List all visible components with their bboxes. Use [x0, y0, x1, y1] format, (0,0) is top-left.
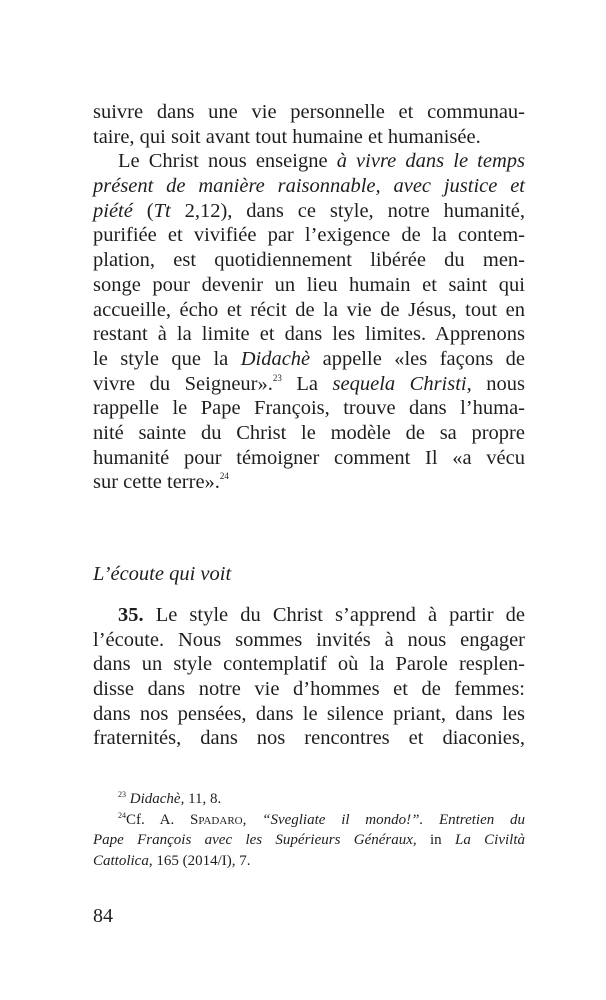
- text-line: [93, 603, 525, 628]
- text-line: l’écoute. Nous sommes invités à nous engager: [93, 628, 525, 651]
- text-span: Cf. A.: [126, 811, 191, 828]
- footnotes: [93, 789, 525, 871]
- text-line: dans nos pensées, dans le silence priant, dans les: [93, 702, 525, 725]
- page-number: 84: [93, 905, 113, 927]
- body-text: [93, 100, 525, 495]
- footnote-number: 23: [118, 790, 126, 799]
- text-line: taire, qui soit avant tout humaine et humanisée.: [93, 125, 481, 148]
- latin-term: sequela Christi: [332, 372, 467, 395]
- text-span: vivre du Seigneur».: [93, 372, 273, 395]
- section-heading: L’écoute qui voit: [93, 563, 232, 585]
- text-line: humanité pour témoigner comment Il «a vécu: [93, 446, 525, 469]
- text-line: [93, 199, 525, 224]
- footnote-title: Pape François avec les Supérieurs Généraux: [93, 832, 413, 848]
- text-line: [93, 149, 525, 174]
- text-span: , in: [412, 832, 455, 848]
- scripture-quote: présent de manière raisonnable, avec justice et: [93, 175, 525, 198]
- text-line: suivre dans une vie personnelle et communau-: [93, 101, 525, 123]
- footnote-title: “Svegliate il mondo!”. Entretien du: [262, 811, 525, 828]
- text-line: disse dans notre vie d’hommes et de femmes:: [93, 678, 525, 701]
- text-line: fraternités, dans nos rencontres et diaconies,: [93, 727, 525, 750]
- scripture-quote: à vivre dans le temps: [336, 150, 525, 173]
- footnote-24-line: [93, 810, 525, 831]
- text-line: nité sainte du Christ le modèle de sa propre: [93, 421, 525, 444]
- footnote-title: Didachè: [129, 791, 181, 807]
- text-span: sur cette terre».: [93, 471, 220, 494]
- footnote-ref-24[interactable]: 24: [219, 471, 229, 482]
- text-line: songe pour devenir un lieu humain et saint qui: [93, 273, 525, 296]
- text-line: purifiée et vivifiée par l’exigence de la contem-: [93, 224, 525, 247]
- text-line: [93, 372, 525, 397]
- text-span: , 11, 8.: [180, 791, 222, 807]
- paragraph-35: [93, 603, 525, 751]
- text-span: ,: [242, 811, 263, 828]
- text-span: Le Christ nous enseigne: [118, 150, 337, 173]
- text-line: [93, 347, 525, 372]
- footnote-number: 24: [118, 810, 126, 820]
- footnote-24-line: [93, 830, 525, 851]
- text-line: plation, est quotidiennement libérée du men-: [93, 249, 525, 272]
- text-span: 2,12), dans ce style, notre humanité,: [170, 199, 525, 222]
- text-span: appelle «les façons de: [310, 347, 526, 370]
- text-line: accueille, écho et récit de la vie de Jésus, tout en: [93, 298, 525, 321]
- footnote-ref-23[interactable]: 23: [272, 372, 282, 383]
- journal-title: Cattolica: [93, 852, 149, 869]
- footnote-author: Spadaro: [190, 811, 243, 828]
- scripture-ref-book: Tt: [153, 199, 171, 222]
- text-span: (: [132, 199, 154, 222]
- text-span: La: [281, 372, 333, 395]
- text-line: dans un style contemplatif où la Parole resplen-: [93, 653, 525, 676]
- text-line: [93, 470, 525, 495]
- journal-title: La Civiltà: [454, 832, 525, 848]
- text-span: le style que la: [93, 347, 241, 370]
- text-span: Le style du Christ s’apprend à partir de: [143, 604, 525, 626]
- paragraph-number: 35.: [118, 604, 144, 626]
- footnote-24-line: [93, 851, 525, 872]
- text-span: , 165 (2014/I), 7.: [148, 852, 251, 869]
- title-didache: Didachè: [240, 347, 311, 370]
- text-line: rappelle le Pape François, trouve dans l’huma-: [93, 397, 525, 420]
- scripture-quote: piété: [93, 199, 133, 222]
- text-line: restant à la limite et dans les limites. Apprenons: [93, 323, 525, 346]
- footnote-23: [93, 789, 525, 810]
- text-span: , nous: [466, 372, 526, 395]
